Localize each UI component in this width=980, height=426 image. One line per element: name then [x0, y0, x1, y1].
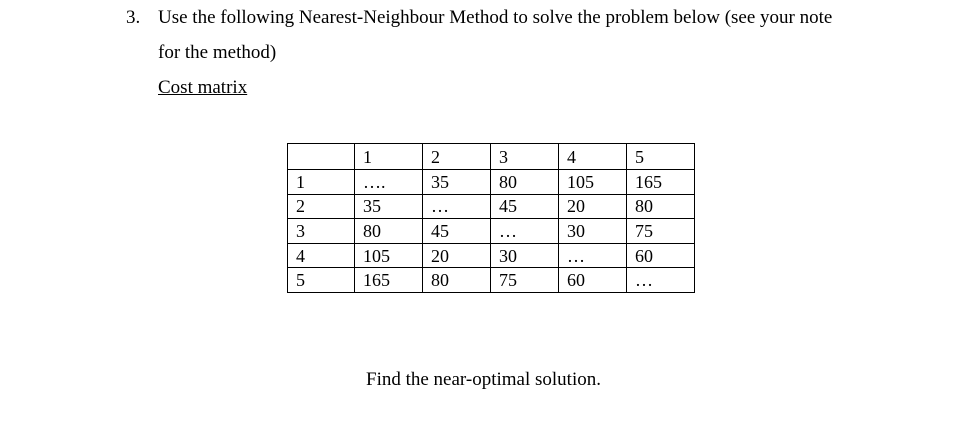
table-cell: 80	[491, 170, 559, 195]
table-row	[288, 170, 695, 195]
question-text-line-2: for the method)	[158, 42, 277, 63]
table-cell: 2	[423, 144, 491, 170]
table-cell: 165	[355, 268, 423, 293]
table-cell: 35	[423, 170, 491, 195]
table-cell: …	[423, 194, 491, 219]
table-cell: 30	[559, 219, 627, 244]
table-cell: …	[559, 243, 627, 268]
question-number: 3.	[126, 7, 141, 28]
table-cell: …	[491, 219, 559, 244]
table-cell: 5	[288, 268, 355, 293]
table-cell: 1	[355, 144, 423, 170]
table-cell: 45	[491, 194, 559, 219]
table-cell: 45	[423, 219, 491, 244]
table-cell: 4	[559, 144, 627, 170]
table-cell: 80	[423, 268, 491, 293]
cost-matrix-heading: Cost matrix	[158, 77, 248, 98]
table-cell	[288, 144, 355, 170]
question-text-line-1: Use the following Nearest-Neighbour Method to solve the problem below (see your note	[158, 7, 833, 28]
instruction-text: Find the near-optimal solution.	[366, 369, 601, 390]
table-cell: 75	[491, 268, 559, 293]
table-row	[288, 219, 695, 244]
cost-matrix-table	[287, 143, 695, 293]
table-row	[288, 268, 695, 293]
table-cell: 35	[355, 194, 423, 219]
table-cell: 75	[627, 219, 695, 244]
table-cell: 20	[423, 243, 491, 268]
table-cell: 1	[288, 170, 355, 195]
table-row	[288, 243, 695, 268]
table-cell: 4	[288, 243, 355, 268]
table-header-row	[288, 144, 695, 170]
table-cell: 105	[559, 170, 627, 195]
table-cell: 105	[355, 243, 423, 268]
table-cell: 30	[491, 243, 559, 268]
table-cell: 80	[627, 194, 695, 219]
table-cell: …	[627, 268, 695, 293]
table-cell: 3	[288, 219, 355, 244]
table-cell: 60	[627, 243, 695, 268]
table-cell: 80	[355, 219, 423, 244]
table-cell: 20	[559, 194, 627, 219]
table-cell: ….	[355, 170, 423, 195]
table-cell: 5	[627, 144, 695, 170]
table-cell: 165	[627, 170, 695, 195]
table-row	[288, 194, 695, 219]
table-cell: 60	[559, 268, 627, 293]
table-cell: 2	[288, 194, 355, 219]
table-cell: 3	[491, 144, 559, 170]
